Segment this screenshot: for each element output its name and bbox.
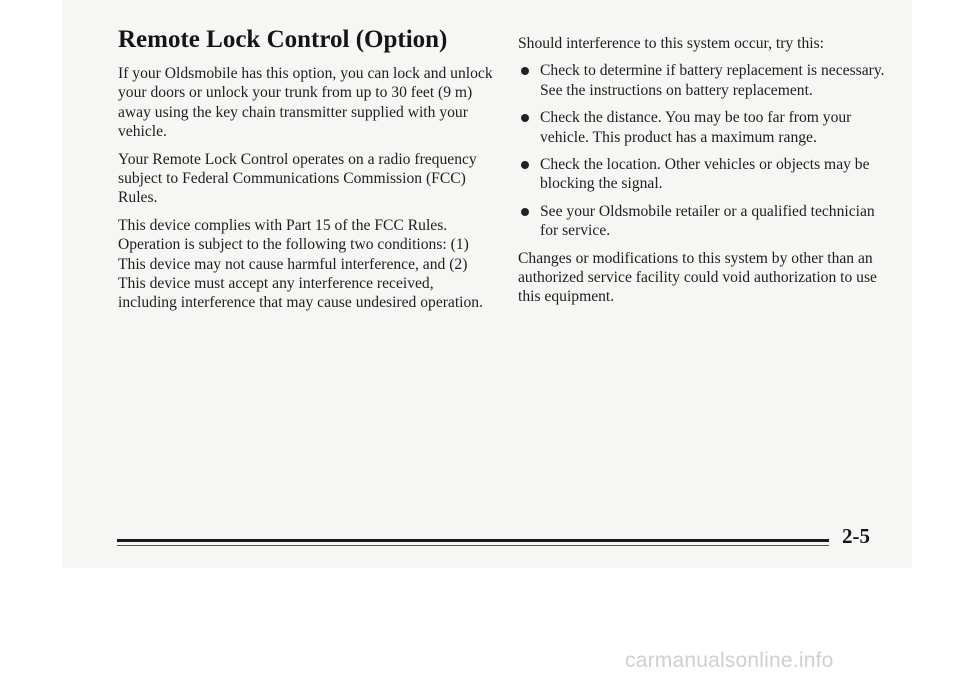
site-watermark: carmanualsonline.info bbox=[625, 649, 834, 672]
footer-rule-thick bbox=[117, 539, 829, 542]
fcc-compliance-paragraph: This device complies with Part 15 of the FCC Rules. Operation is subject to the following two conditions: (1) This device may not cause harmful interference, and (2) This device must accept any interference received, including interference that may cause undesired operation. bbox=[118, 216, 484, 312]
modification-warning: Changes or modifications to this system by other than an authorized service facility could void authorization to use this equipment. bbox=[518, 249, 877, 306]
footer-rule-thin bbox=[117, 545, 829, 546]
list-item-text: Check the location. Other vehicles or objects may be blocking the signal. bbox=[540, 156, 870, 193]
bullet-icon bbox=[521, 161, 529, 169]
section-title: Remote Lock Control (Option) bbox=[118, 26, 448, 53]
left-column bbox=[118, 64, 493, 321]
bullet-icon bbox=[521, 114, 529, 122]
list-item bbox=[518, 61, 888, 100]
list-item bbox=[518, 155, 888, 194]
troubleshooting-list bbox=[518, 61, 888, 240]
list-item bbox=[518, 202, 888, 241]
intro-paragraph: If your Oldsmobile has this option, you can lock and unlock your doors or unlock your trunk from up to 30 feet (9 m) away using the key chain transmitter supplied with your vehicle. bbox=[118, 65, 493, 141]
list-item-text: See your Oldsmobile retailer or a qualified technician for service. bbox=[540, 202, 875, 240]
fcc-rules-paragraph: Your Remote Lock Control operates on a radio frequency subject to Federal Communications Commission (FCC) Rules. bbox=[118, 150, 477, 207]
interference-intro: Should interference to this system occur, try this: bbox=[518, 35, 824, 52]
bullet-icon bbox=[521, 208, 529, 216]
page-number: 2-5 bbox=[842, 524, 870, 548]
list-item-text: Check the distance. You may be too far from your vehicle. This product has a maximum range. bbox=[540, 109, 852, 146]
list-item-text: Check to determine if battery replacement is necessary. See the instructions on battery replacement. bbox=[540, 62, 885, 99]
right-column bbox=[518, 34, 888, 315]
list-item bbox=[518, 108, 888, 147]
bullet-icon bbox=[521, 67, 529, 75]
